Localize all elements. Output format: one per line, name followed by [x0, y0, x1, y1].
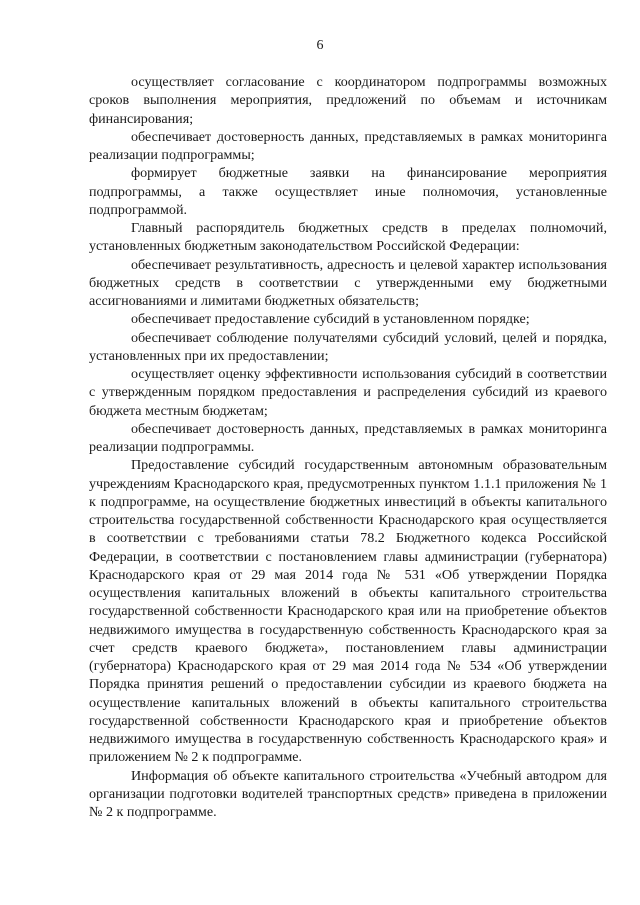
paragraph: осуществляет оценку эффективности использования субсидий в соответствии с утвержденным порядком предоставления и распределения субсидий из краевого бюджета местным бюджетам; — [89, 366, 607, 419]
paragraph: обеспечивает достоверность данных, представляемых в рамках мониторинга реализации подпрограммы; — [89, 128, 607, 163]
page-number: 6 — [316, 38, 324, 53]
paragraph: осуществляет согласование с координатором подпрограммы возможных сроков выполнения мероприятия, предложений по объемам и источникам финансирования; — [89, 74, 607, 127]
paragraph: обеспечивает достоверность данных, представляемых в рамках мониторинга реализации подпрограммы. — [89, 420, 607, 455]
paragraph: Главный распорядитель бюджетных средств в пределах полномочий, установленных бюджетным законодательством Российской Федерации: — [89, 220, 607, 255]
paragraph: обеспечивает соблюдение получателями субсидий условий, целей и порядка, установленных при их предоставлении; — [89, 329, 607, 364]
document-body — [89, 73, 607, 821]
paragraph: формирует бюджетные заявки на финансирование мероприятия подпрограммы, а также осуществляет иные полномочия, установленные подпрограммой. — [89, 165, 607, 218]
paragraph: обеспечивает предоставление субсидий в установленном порядке; — [131, 311, 530, 328]
paragraph: Информация об объекте капитального строительства «Учебный автодром для организации подготовки водителей транспортных средств» приведена в приложении № 2 к подпрограмме. — [89, 767, 607, 820]
paragraph: обеспечивает результативность, адресность и целевой характер использования бюджетных средств в соответствии с утвержденными ему бюджетными ассигнованиями и лимитами бюджетных обязательств; — [89, 256, 607, 309]
paragraph: Предоставление субсидий государственным автономным образовательным учреждениям Краснодарского края, предусмотренных пунктом 1.1.1 приложения № 1 к подпрограмме, на осуществление бюджетных инвестиций в объекты капитального строительства государственной собственности Краснодарского края осуществляется в соответствии с требованиями статьи 78.2 Бюджетного кодекса Российской Федерации, в соответствии с постановлением главы администрации (губернатора) Краснодарского края от 29 мая 2014 года № 531 «Об утверждении Порядка осуществления капитальных вложений в объекты капитального строительства государственной собственности Краснодарского края или на приобретение объектов недвижимого имущества в государственную собственность Краснодарского края за счет средств краевого бюджета», постановлением главы администрации (губернатора) Краснодарского края от 29 мая 2014 года № 534 «Об утверждении Порядка принятия решений о предоставлении субсидии из краевого бюджета на осуществление капитальных вложений в объекты капитального строительства государственной собственности Краснодарского края и приобретение объектов недвижимого имущества в государственную собственность Краснодарского края» и приложением № 2 к подпрограмме. — [89, 457, 607, 766]
